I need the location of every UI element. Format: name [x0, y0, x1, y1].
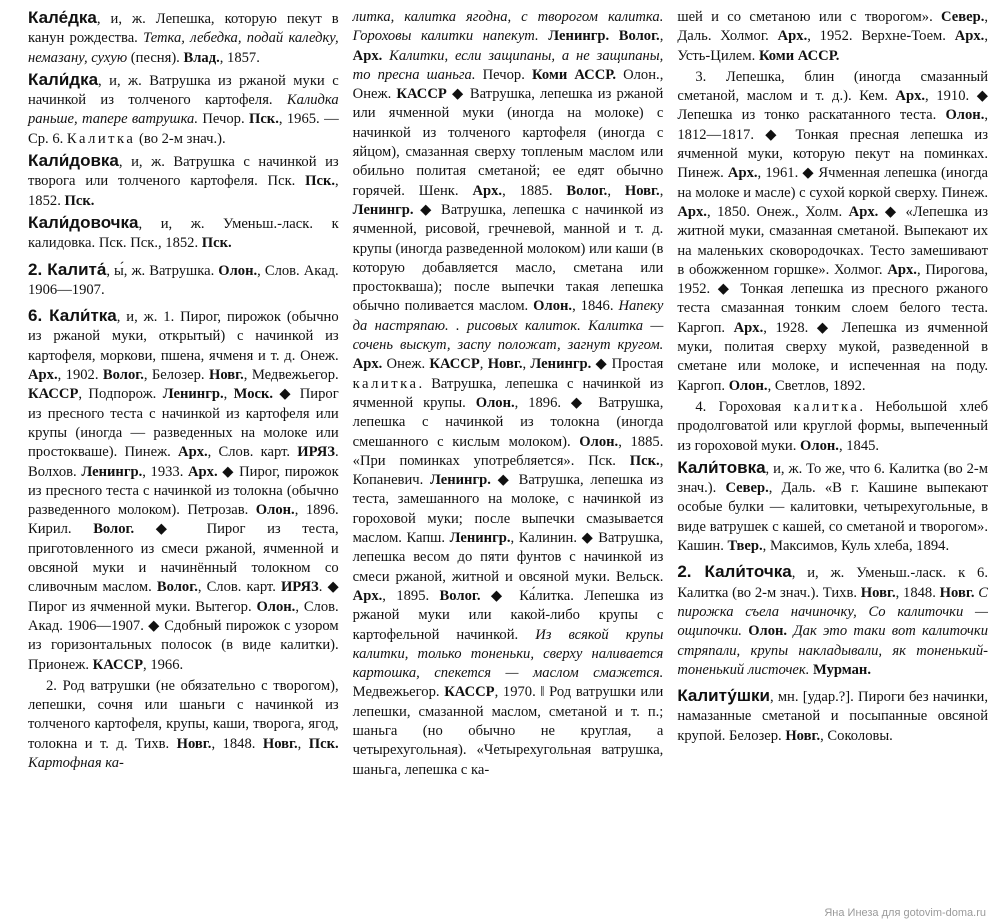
entry-text: , и, ж. То же, что 6. Калитка (во 2-м знач.). [677, 460, 989, 497]
dictionary-entry [28, 213, 339, 254]
entry-text: Волог. [618, 28, 660, 45]
entry-text: , Пирогова, 1952. ◆ Тонкая лепешка из пресного ржаного теста смазанная тонким слоем белого теста. Каргоп. [677, 261, 989, 336]
entry-text: Новг. [262, 735, 298, 752]
headword: 6. Кали́тка [28, 306, 117, 326]
entry-text: Волог. [439, 587, 481, 604]
entry-text: КАССР [28, 386, 79, 403]
entry-text: , и, ж. Уменьш.-ласк. к 6. Калитка (во 2-м знач.). Тихв. [677, 565, 989, 601]
entry-text: , 1910. ◆ Лепешка из тонко раскатанного теста. [677, 88, 989, 124]
entry-text: Волог. [566, 182, 608, 199]
entry-text: Калитки, если защипаны, а не защипаны, то пресна шаньга. [352, 47, 664, 83]
entry-text [609, 28, 619, 44]
dictionary-entry [28, 151, 339, 211]
dictionary-entry [28, 8, 339, 68]
entry-text: , [607, 182, 625, 199]
entry-text: (во 2-м знач.). [135, 130, 226, 147]
entry-text: Арх. [733, 319, 764, 336]
entry-text: ◆ Пирог из пресного теста с начинкой из картофеля или крупы (иногда — разведенных на молоке или простокваше). Пинеж. [28, 386, 339, 461]
dictionary-entry [677, 458, 988, 556]
entry-text: калитка [352, 375, 419, 392]
entry-text: Новг. [176, 735, 212, 752]
entry-text: , 1966. [143, 656, 184, 673]
entry-text: , 1850. Онеж., Холм. [706, 203, 849, 220]
dictionary-entry [677, 686, 988, 746]
entry-text: , 1885. «При поминках употребляется». Пск. [352, 433, 664, 469]
entry-text: , Усть-Цилем. [677, 28, 988, 64]
entry-text: . Ватрушка, лепешка с начинкой из ячменной крупы. [352, 375, 664, 411]
entry-text: , Слов. карт. [197, 579, 281, 596]
entry-text: , 1845. [838, 437, 880, 454]
entry-text: (песня). [127, 49, 184, 66]
entry-sense [353, 8, 664, 780]
entry-text: Ленингр. [352, 201, 414, 218]
entry-text: Арх. [472, 182, 503, 199]
entry-text: , Даль. Холмог. [677, 9, 989, 45]
entry-text: Арх. [352, 47, 383, 64]
entry-text: ◆ Пирог из теста, приготовленного из смеси ржаной, ячменной и овсяной муки и начинённый толокном со сливочным маслом. [28, 521, 339, 596]
entry-text: , 1896. ◆ Ватрушка, лепешка с начинкой из толокна (иногда смешанного с кислым молоком). [352, 394, 664, 450]
entry-text: , 1896. Кирил. [28, 502, 339, 538]
entry-text: ◆ Ватрушка, лепешка из ржаной или ячменной муки (иногда на молоке) с начинкой из толченого картофеля (иногда с яйцом), смазанная сверху топленым маслом или обильно политая сметаной; ее едят обычно горячей. Шенк. [352, 86, 664, 199]
entry-sense [28, 677, 339, 773]
entry-text: КАССР [396, 86, 447, 103]
headword: 2. Калита́ [28, 259, 107, 279]
entry-text: Арх. [28, 367, 58, 384]
columns [28, 8, 988, 782]
entry-text: , Светлов, 1892. [767, 377, 866, 394]
entry-text: Напеку да настряпаю. . рисовых калиток. Калитка — сочень выскут, заспу положат, загнут кругом. [352, 298, 664, 354]
entry-text: Ленингр. [162, 386, 224, 403]
headword: Кали́дка [28, 69, 99, 89]
entry-text: , Слов. Акад. 1906—1907. [28, 262, 339, 298]
entry-text: , 1970. ‖ Род ватрушки или лепешки, смазанной маслом, сметаной и т. п.; шаньга (но обычно не круглая, а четырехугольная). «Четырехугольная ватрушка, шаньга, лепешка с ка- [352, 684, 664, 778]
entry-text: Волог. [102, 367, 144, 384]
entry-text: Арх. [677, 203, 707, 220]
entry-text: , Калинин. ◆ Ватрушка, лепешка весом до пяти фунтов с начинкой из смеси ржаной, житной и овсяной муки. Вельск. [352, 530, 664, 585]
entry-text: Олон. [748, 623, 788, 640]
column-1 [28, 8, 339, 782]
entry-text: Арх. [352, 356, 383, 373]
dictionary-entry [28, 260, 339, 301]
entry-text: , и, ж. Уменьш.-ласк. к калидовка. Пск. Пск., 1852. [28, 215, 339, 252]
entry-text: , 1928. ◆ Лепешка из ячменной муки, политая сверху мукой, разведенной в сметане или молоке, и испеченная на поду. Каргоп. [677, 319, 989, 394]
entry-text: Ленингр. [548, 28, 610, 45]
entry-text: ◆ Ватрушка, лепешка из теста, замешанного на молоке, с начинкой из гороховой муки; после выпечки смазывается маслом. Капш. [352, 472, 664, 547]
entry-text: Север. [941, 9, 985, 25]
entry-text: Тетка, лебедка, подай каледку, немазану, сухую [28, 30, 339, 66]
entry-text: Арх. [352, 587, 383, 604]
entry-text: , Соколовы. [820, 727, 893, 744]
entry-text: Пск. [308, 735, 339, 752]
headword: Кали́довка [28, 151, 119, 171]
entry-text: Олон. [475, 394, 515, 411]
entry-sense [677, 398, 988, 456]
entry-text: С пирожка съела начиночку, Со калиточки — ощипочки. [677, 584, 989, 640]
entry-text: Твер. [727, 538, 763, 555]
entry-text: Олон. [579, 433, 619, 450]
entry-text: , [479, 356, 488, 373]
entry-text: 4. Гороховая [695, 398, 794, 415]
entry-text: Арх. [777, 28, 808, 45]
entry-sense [677, 8, 988, 66]
entry-text: Новг. [487, 356, 523, 373]
entry-text: 3. Лепешка, блин (иногда смазанный сметаной, маслом и т. д.). Кем. [677, 68, 989, 105]
entry-text: КАССР [92, 656, 144, 673]
column-2 [353, 8, 664, 782]
entry-text: Волог. [156, 579, 198, 596]
entry-text: , и, ж. Ватрушка с начинкой из творога или толченого картофеля. Пск. [28, 154, 339, 190]
entry-text: Печор. [198, 111, 249, 128]
entry-text: Новг. [624, 182, 660, 199]
entry-text: Картофная ка- [28, 754, 124, 771]
entry-text: , 1852. [28, 173, 339, 209]
entry-text [539, 28, 549, 44]
entry-text: , 1895. [382, 587, 440, 604]
entry-text: Олон., Онеж. [352, 66, 664, 103]
entry-text: , ы́, ж. Ватрушка. [106, 262, 219, 279]
entry-text: , [297, 735, 309, 752]
entry-text: литка, калитка ягодна, с творогом калитка. Гороховы калитки напекут. [352, 9, 664, 45]
entry-text: Пск. [629, 452, 660, 469]
entry-text: Печор. [475, 66, 532, 83]
entry-text: Арх. [954, 28, 985, 45]
entry-text: , 1846. [572, 298, 619, 315]
entry-text: , 1965. — Ср. 6. [28, 111, 339, 147]
entry-text: Калитка [66, 130, 136, 147]
entry-text: , 1952. Верхне-Тоем. [807, 28, 955, 45]
entry-text: , Слов. карт. [207, 444, 298, 461]
entry-text: , мн. [удар.?]. Пироги без начинки, намазанные сметаной и посыпанные овсяной крупой. Белозер. [677, 689, 989, 744]
entry-text: , 1902. [57, 367, 103, 384]
entry-text: Арх. [727, 165, 758, 182]
entry-text: Дак это таки вот калиточки стряпали, крупы накладывали, як тоненький-тоненький листочек. [677, 623, 989, 678]
entry-text: ◆ «Лепешка из житной муки, смазанная сметаной. Выпекают их на маленьких сковородочках. Тесто замешивают в обожженном горшке». Холмог. [677, 203, 989, 278]
entry-text: Моск. [233, 386, 274, 403]
entry-text: Олон. [218, 262, 258, 279]
headword: Кали́товка [677, 457, 766, 477]
entry-text: ИРЯЗ [280, 579, 319, 596]
entry-text: калитка [793, 398, 860, 415]
entry-text: Арх. [887, 261, 917, 278]
entry-text: , 1961. ◆ Ячменная лепешка (иногда на молоке и масле) с сухой коркой сверху. Пинеж. [677, 165, 989, 201]
entry-text: КАССР [444, 684, 495, 701]
entry-text: . Волхов. [28, 444, 339, 480]
entry-text: Влад. [183, 49, 220, 66]
entry-text: , Даль. «В г. Кашине выпекают особые булки — калитовки, четырехугольные, в виде ватрушек с кашей, со сметаной и творогом». Кашин. [677, 480, 989, 555]
entry-text: Олон. [533, 298, 573, 315]
headword: Калиту́шки [677, 686, 770, 706]
entry-text: Коми АССР. [758, 47, 840, 64]
entry-text: Онеж. [382, 356, 430, 373]
entry-text: Ленингр. [429, 472, 491, 489]
entry-text: Ленингр. [449, 530, 511, 547]
entry-text: , 1885. [502, 182, 567, 199]
dictionary-entry [28, 70, 339, 149]
entry-text: Олон. [256, 598, 296, 615]
entry-sense [677, 68, 988, 396]
entry-text: 2. Род ватрушки (не обязательно с творогом), лепешки, сочня или шаньги с начинкой из толченого картофеля, крупы, каши, творога, ягод, толокна и т. д. Тихв. [28, 677, 339, 752]
entry-text: , [659, 28, 664, 45]
entry-text: , Максимов, Куль хлеба, 1894. [762, 538, 950, 555]
entry-text: . Небольшой хлеб продолговатой или круглой формы, выпеченный из гороховой муки. [677, 398, 989, 454]
entry-text: Из всякой крупы калитки, только тоненьки, сверху наливается картошка, спекется — маслом смажется. [352, 626, 664, 682]
entry-text: , 1812—1817. ◆ Тонкая пресная лепешка из ячменной муки, которую пекут на поминках. Пинеж. [677, 107, 989, 182]
entry-text: Пск. [64, 192, 95, 209]
entry-text: ◆ Простая [591, 356, 664, 373]
entry-text: шей и со сметаною или с творогом». [677, 9, 942, 25]
entry-text: , Копаневич. [352, 452, 664, 489]
entry-text: Мурман. [813, 661, 871, 678]
entry-text: , Слов. Акад. 1906—1907. ◆ Сдобный пирожок с узором из горизонтальных полосок (в виде калитки). Прионеж. [28, 598, 339, 673]
entry-text: , 1857. [219, 49, 260, 66]
entry-text: Олон. [800, 437, 839, 454]
entry-text: Волог. [93, 521, 135, 538]
entry-text: ИРЯЗ [297, 444, 336, 461]
entry-text: Олон. [255, 502, 295, 519]
entry-text: Арх. [188, 463, 218, 480]
entry-text: Пск. [248, 111, 279, 128]
dictionary-entry [677, 562, 988, 680]
entry-text: Север. [725, 480, 769, 497]
footer-credit: Яна Инеза для gotovim-doma.ru [824, 907, 986, 919]
entry-text: , Белозер. [143, 367, 209, 384]
entry-text: , и, ж. Лепешка, которую пекут в канун рождества. [28, 11, 339, 47]
entry-text: ◆ Пирог, пирожок из пресного теста с начинкой из толокна (обычно разведенного молоком). Петрозав. [28, 463, 339, 519]
entry-text: Арх. [848, 203, 879, 220]
column-3 [677, 8, 988, 782]
headword: Кале́дка [28, 8, 97, 27]
entry-text: Арх. [178, 444, 208, 461]
headword: Кали́довочка [28, 212, 139, 232]
headword: 2. Кали́точка [677, 562, 792, 582]
entry-text: Ленингр. [530, 356, 592, 373]
entry-text: Калидка раньше, тапере ватрушка. [28, 92, 339, 128]
entry-text: ◆ Ка́литка. Лепешка из ржаной муки или какой-либо крупы с картофельной начинкой. [352, 587, 664, 643]
entry-text: ◆ Ватрушка, лепешка с начинкой из ячменной, рисовой, гречневой, манной и т. д. крупы (иногда разведенной молоком) или каши (в которую добавляется масло, сметана или простокваша); после выпечки такая лепешка обычно поливается маслом. [352, 201, 664, 315]
entry-text: . ◆ Пирог из ячменной муки. Вытегор. [28, 579, 339, 615]
entry-text: Медвежьегор. [352, 684, 445, 701]
entry-text: , и, ж. 1. Пирог, пирожок (обычно из ржаной муки, открытый) с начинкой из картофеля, моркови, пшена, ячменя и т. д. Онеж. [28, 309, 339, 364]
entry-text: Пск. [305, 173, 336, 190]
entry-text: , 1848. [211, 735, 263, 752]
entry-text: КАССР [429, 356, 480, 373]
entry-text: Пск. [201, 235, 232, 252]
entry-text: , [522, 356, 531, 373]
entry-text: Ленингр. [81, 463, 143, 480]
entry-text: Арх. [895, 88, 926, 105]
entry-text: Новг. [208, 367, 244, 384]
entry-text: Новг. [939, 584, 975, 601]
entry-text: , Подпорож. [78, 386, 163, 403]
dictionary-entry [28, 306, 339, 675]
entry-text: Коми АССР. [532, 66, 616, 83]
entry-text: , [223, 386, 234, 403]
entry-text: Олон. [945, 107, 985, 124]
entry-text: , 1933. [142, 463, 189, 480]
entry-text: , 1848. [895, 584, 940, 601]
entry-text: , и, ж. Ватрушка из ржаной муки с начинкой из толченого картофеля. [28, 72, 339, 109]
entry-text: Олон. [728, 377, 768, 394]
entry-text: Новг. [785, 727, 821, 744]
entry-text: Новг. [860, 584, 896, 601]
entry-text: , [659, 182, 664, 199]
entry-text: , Медвежьегор. [243, 367, 339, 384]
